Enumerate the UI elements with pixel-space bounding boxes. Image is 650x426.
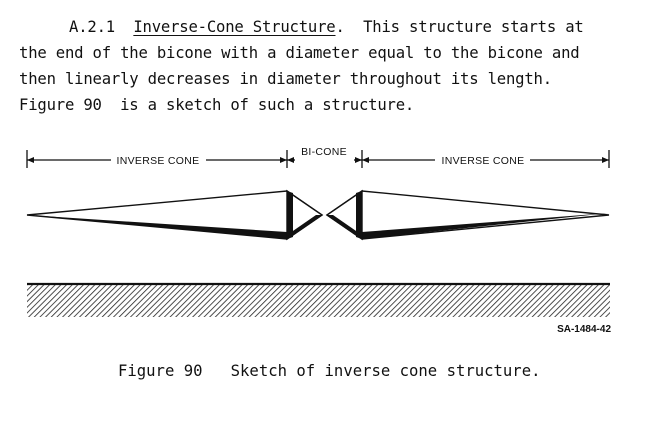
paragraph-line-2: the end of the bicone with a diameter equal to the bicone and (19, 44, 580, 62)
paragraph-line-1-rest: . This structure starts at (335, 18, 584, 36)
figure-caption: Figure 90 Sketch of inverse cone structure. (118, 362, 541, 380)
right-cone-label: INVERSE CONE (441, 155, 525, 167)
ground-plane (27, 283, 610, 317)
bicone-label: BI-CONE (301, 146, 347, 158)
left-cone-label: INVERSE CONE (116, 155, 200, 167)
paragraph-line-3: then linearly decreases in diameter throughout its length. (19, 70, 552, 88)
section-title: Inverse-Cone Structure (133, 18, 336, 36)
left-cone-shape (27, 191, 322, 239)
section-number: A.2.1 (69, 18, 115, 36)
paragraph-line-4: Figure 90 is a sketch of such a structure. (19, 96, 415, 114)
figure-id-label: SA-1484-42 (557, 324, 611, 335)
right-cone-shape (327, 191, 609, 239)
